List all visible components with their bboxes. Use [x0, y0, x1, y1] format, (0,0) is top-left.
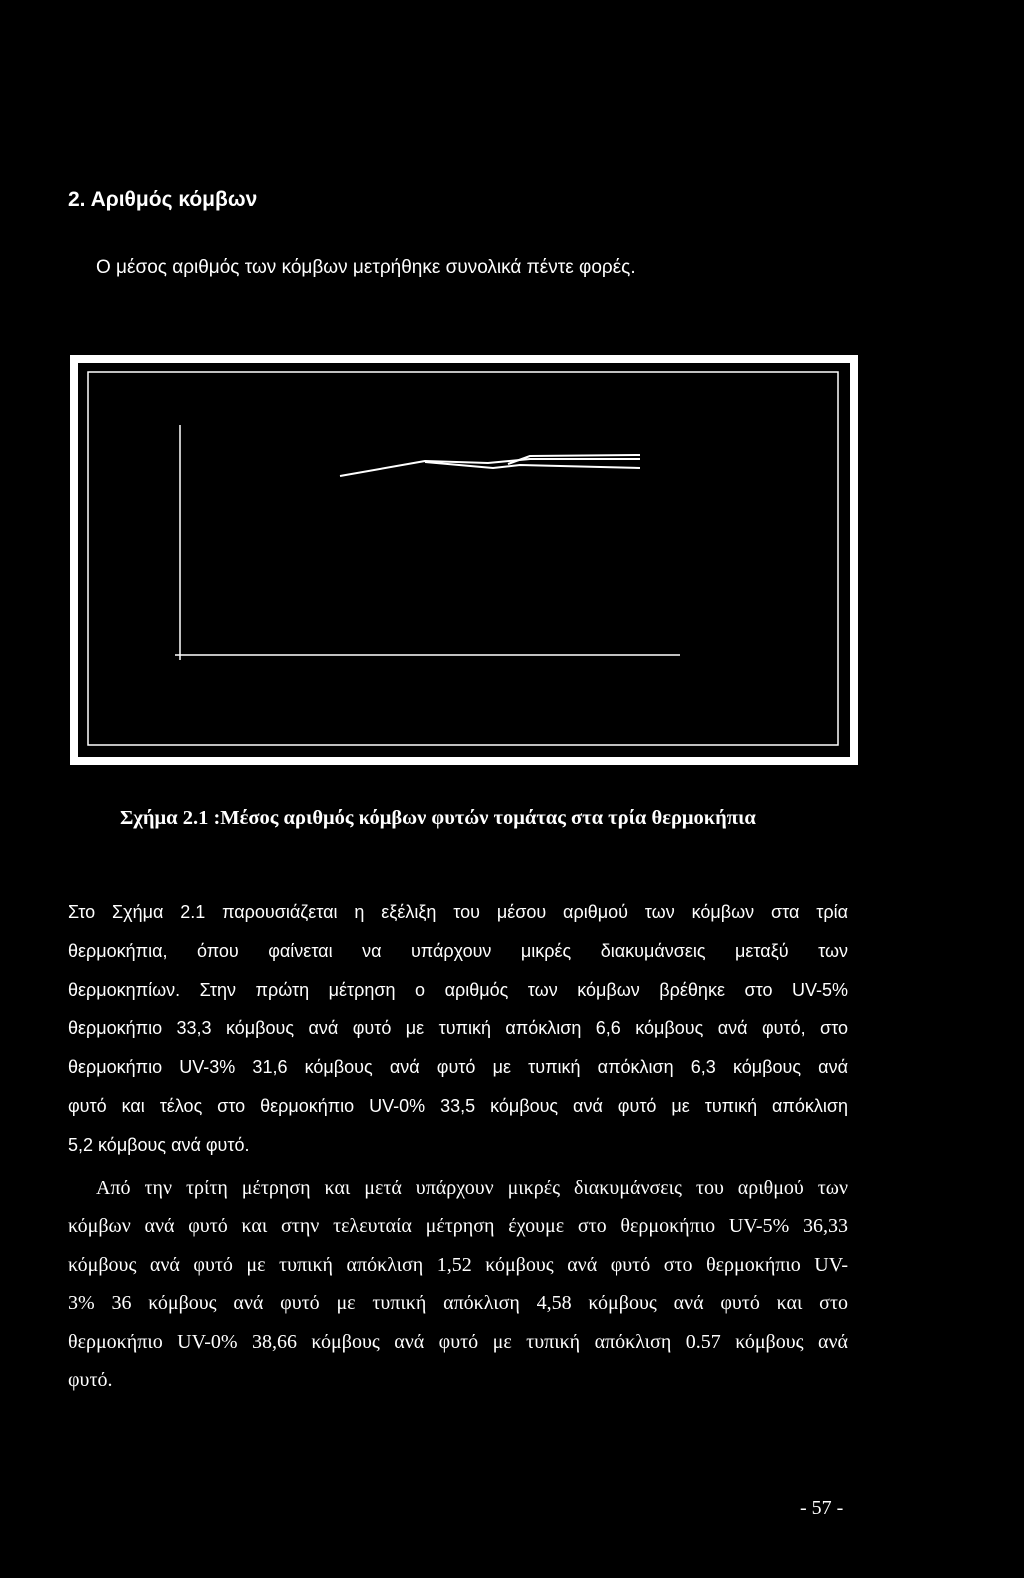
- paragraph-1: [68, 893, 848, 1165]
- figure-2-1: [68, 353, 860, 767]
- paragraph-line: 3% 36 κόμβους ανά φυτό με τυπική απόκλιση 4,58 κόμβους ανά φυτό και στο: [68, 1292, 848, 1315]
- paragraph-line: κόμβους ανά φυτό με τυπική απόκλιση 1,52 κόμβους ανά φυτό στο θερμοκήπιο UV-: [68, 1253, 848, 1276]
- paragraph-line: Από την τρίτη μέτρηση και μετά υπάρχουν μικρές διακυμάνσεις του αριθμού των: [96, 1177, 848, 1199]
- paragraph-line: θερμοκήπια, όπου φαίνεται να υπάρχουν μικρές διακυμάνσεις μεταξύ των: [68, 940, 848, 961]
- paragraph-line: φυτό.: [68, 1368, 113, 1391]
- paragraph-line: θερμοκήπιο UV-3% 31,6 κόμβους ανά φυτό με τυπική απόκλιση 6,3 κόμβους ανά: [68, 1057, 848, 1078]
- figure-chart: [68, 353, 860, 767]
- paragraph-line: 5,2 κόμβους ανά φυτό.: [68, 1134, 250, 1155]
- paragraph-2: [68, 1169, 848, 1399]
- section-heading: 2. Αριθμός κόμβων: [68, 188, 258, 211]
- page-number: - 57 -: [800, 1497, 844, 1519]
- chart-frame-outer: [74, 359, 854, 761]
- paragraph-line: κόμβων ανά φυτό και στην τελευταία μέτρηση έχουμε στο θερμοκήπιο UV-5% 36,33: [68, 1215, 848, 1238]
- paragraph-line: θερμοκήπιο 33,3 κόμβους ανά φυτό με τυπική απόκλιση 6,6 κόμβους ανά φυτό, στο: [68, 1018, 848, 1039]
- chart-frame-inner: [88, 372, 838, 745]
- paragraph-line: Στο Σχήμα 2.1 παρουσιάζεται η εξέλιξη του μέσου αριθμού των κόμβων στα τρία: [68, 902, 848, 922]
- paragraph-line: θερμοκήπιο UV-0% 38,66 κόμβους ανά φυτό με τυπική απόκλιση 0.57 κόμβους ανά: [68, 1330, 848, 1353]
- section-intro: Ο μέσος αριθμός των κόμβων μετρήθηκε συνολικά πέντε φορές.: [96, 257, 636, 278]
- paragraph-line: θερμοκηπίων. Στην πρώτη μέτρηση ο αριθμός των κόμβων βρέθηκε στο UV-5%: [68, 979, 848, 1000]
- paragraph-line: φυτό και τέλος στο θερμοκήπιο UV-0% 33,5 κόμβους ανά φυτό με τυπική απόκλιση: [68, 1095, 848, 1116]
- figure-caption: Σχήμα 2.1 :Μέσος αριθμός κόμβων φυτών τομάτας στα τρία θερμοκήπια: [120, 807, 756, 829]
